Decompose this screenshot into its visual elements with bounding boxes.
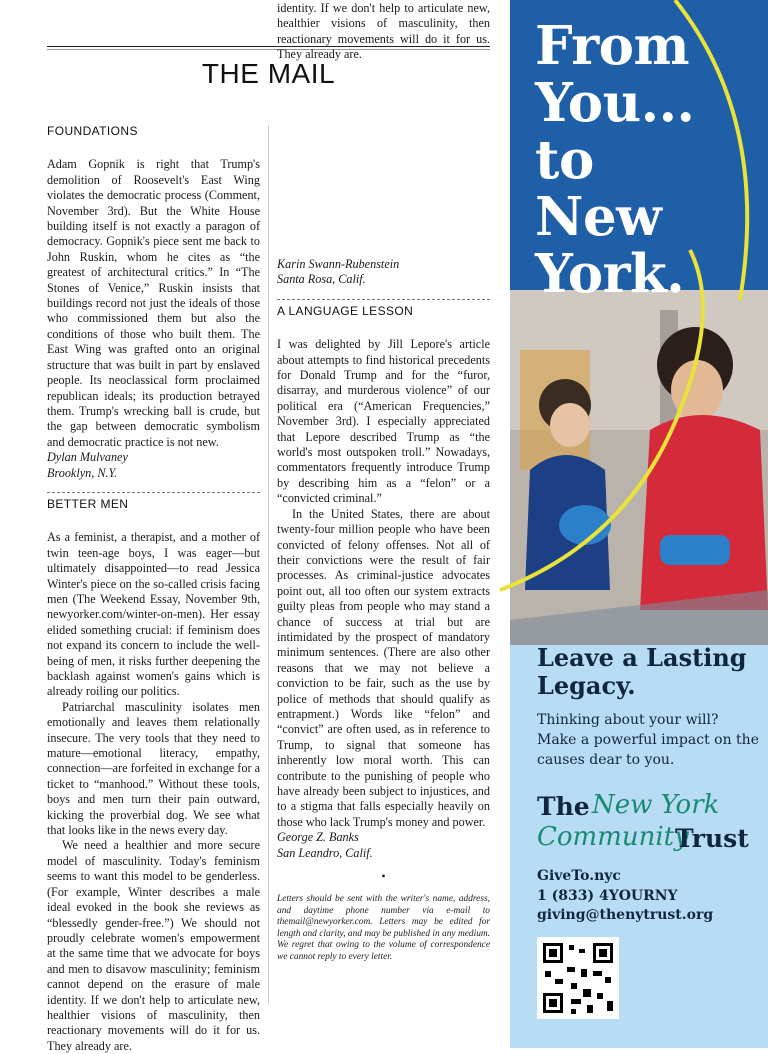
qr-code-graphic [537,937,619,1019]
letter-paragraph: I was delighted by Jill Lepore's article about attempts to find historical precedents for Donald Trump and for the “furor, disarray, and murderous violence” of our political era (“American Frequencies,” November 3rd). I especially appreciated that Lepore described Trump as “the world's most outspoken troll.” Nowadays, commentators frequently introduce Trump by describing him as a “felon” or a “convicted criminal.” [277,337,490,506]
community-trust-logo [537,782,765,862]
logo-trust: Trust [675,824,749,853]
ad-tagline: Leave a Lasting Legacy. [537,643,747,700]
contact-phone[interactable]: 1 (833) 4YOURNY [537,887,678,904]
ad-headline [535,15,695,305]
letter-place: San Leandro, Calif. [277,845,373,860]
headline-line: to [535,129,594,191]
logo-community: Community [537,822,689,852]
section-heading-foundations: FOUNDATIONS [47,124,138,138]
column-right-lower [277,257,490,963]
letter-paragraph: Patriarchal masculinity isolates men emotionally and leaves them relationally insecure. The very tools that they need to mature—emotional literacy, empathy, connection—are forfeited in exchange for a ticket to “manhood.” Without these tools, boys and men turn their pain outward, kicking the proverbial dog. We see what that looks like in the news every day. [47,699,260,838]
letter-place: Santa Rosa, Calif. [277,272,366,287]
submission-note: Letters should be sent with the writer's name, address, and daytime phone number via e-mail to themail@newyorker.com. Letters may be edited for length and clarity, and may be published in any medium. We regret that owing to the volume of correspondence we cannot reply to every letter. [277,894,490,962]
separator-bullet: • [381,869,386,884]
letter-paragraph: We need a healthier and more secure model of masculinity. Today's feminism seems to want this model to be genderless. (For example, Winter describes a male ideal evoked in the book she reviews as “blessedly gender-free.”) We should not proudly celebrate women's empowerment at the same time that we advocate for boys and men to disavow masculinity; feminism cannot depend on the erasure of male identity. If we don't help to articulate new, healthier visions of masculinity, then reactionary movements will do it for us. They already are. [47,838,260,1053]
section-rule [277,299,490,300]
letter-paragraph: In the United States, there are about twenty-four million people who have been convicted of felony offenses. Not all of their convictions were the result of fair processes. As criminal-justice advocates point out, all too often our system extracts guilty pleas from people who may stand a chance of success at trial but are intimidated by the prospect of mandatory minimum sentences. (There are also other reasons that we may not believe a conviction to be fair, such as the use by police of methods that should qualify as entrapment.) Words like “felon” and “convict” are often used, as in reference to Trump, to signal that someone has inherently low moral worth. This can contribute to the punishing of people who have already been subject to injustices, and to a stigma that falls especially heavily on those who lack Trump's money and power. [277,506,490,829]
letter-author: Dylan Mulvaney [47,450,128,465]
ad-contact [537,867,762,926]
letter-author: George Z. Banks [277,830,359,845]
column-divider [268,125,269,1005]
ad-photo-illustration [510,290,768,645]
section-heading-better-men: BETTER MEN [47,496,129,511]
column-left [47,124,260,1054]
headline-line: From [535,15,690,77]
headline-line: You... [535,72,695,134]
section-heading-language-lesson: A LANGUAGE LESSON [277,303,414,318]
logo-new-york: New York [592,790,720,820]
ad-panel [510,0,768,1048]
logo-the: The [537,792,590,821]
page-title: THE MAIL [201,58,336,89]
contact-email[interactable]: giving@thenytrust.org [537,907,714,923]
qr-code[interactable] [537,937,619,1019]
letter-paragraph: As a feminist, a therapist, and a mother of twin teen-age boys, I was eager—but ultimately disappointed—to read Jessica Winter's piece on the so-called crisis facing men (The Weekend Essay, November 9th, newyorker.com/winter-on-men). Her essay elided something crucial: if feminism does not expand its concern to include the well-being of men, it risks further deepening the backlash against women's gains which is already roiling our politics. [47,530,260,699]
letter-author: Karin Swann-Rubenstein [277,257,400,271]
headline-line: New [535,186,662,248]
ad-photo [510,290,768,645]
contact-website[interactable]: GiveTo.nyc [537,868,621,884]
letter-foundations-body: Adam Gopnik is right that Trump's demolition of Roosevelt's East Wing violates the democratic process (Comment, November 3rd). But the White House building itself is not exactly a paragon of democracy. Gopnik's piece sent me back to John Ruskin, whom he cites as “the greatest of architectural critics.” In “The Stones of Venice,” Ruskin insists that buildings record not just the ideals of those who commissioned them but also the conditions of those who built them. The East Wing was grafted onto an original structure that was built in part by enslaved people. Its neoclassical form proclaimed republican ideals; its production betrayed them. Trump's wrecking ball is crude, but the gap between democratic symbolism and democratic practice is not new. [47,157,260,449]
headline-line: York. [535,243,685,305]
letter-place: Brooklyn, N.Y. [47,465,118,480]
ad-subtext: Thinking about your will? Make a powerful impact on the causes dear to you. [537,712,759,768]
letter-paragraph-continued: identity. If we don't help to articulate new, healthier visions of masculinity, then reactionary movements will do it for us. They already are. [277,1,490,62]
section-rule [47,492,260,493]
